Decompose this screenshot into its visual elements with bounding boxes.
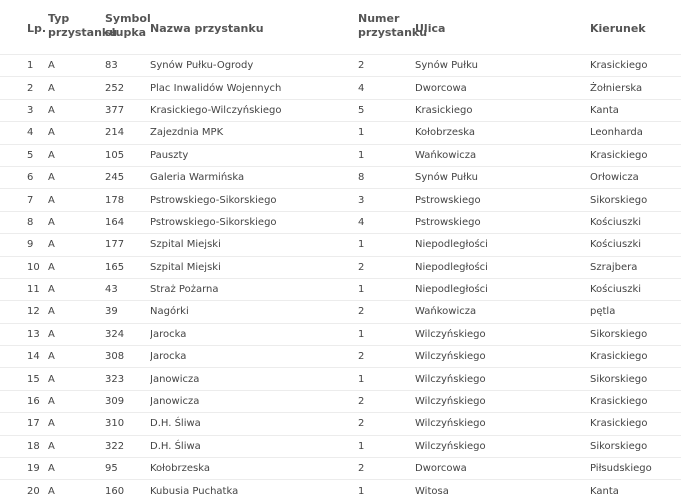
- cell-typ: A: [48, 127, 55, 139]
- cell-nazwa: Szpital Miejski: [150, 239, 221, 251]
- cell-symbol: 309: [105, 396, 125, 408]
- table-body: [0, 55, 681, 502]
- cell-ulica: Synów Pułku: [415, 172, 478, 184]
- cell-symbol: 95: [105, 463, 118, 475]
- cell-numer: 1: [358, 328, 365, 340]
- cell-numer: 1: [358, 284, 365, 296]
- cell-nazwa: Kubusia Puchatka: [150, 485, 239, 497]
- cell-typ: A: [48, 396, 55, 408]
- cell-symbol: 377: [105, 104, 125, 116]
- cell-kierunek: pętla: [590, 306, 616, 318]
- cell-ulica: Kołobrzeska: [415, 127, 475, 139]
- cell-ulica: Pstrowskiego: [415, 216, 481, 228]
- cell-kierunek: Kościuszki: [590, 239, 642, 251]
- cell-lp: 5: [27, 149, 34, 161]
- cell-symbol: 214: [105, 127, 125, 139]
- cell-symbol: 245: [105, 172, 125, 184]
- cell-kierunek: Krasickiego: [590, 149, 648, 161]
- cell-typ: A: [48, 82, 55, 94]
- cell-kierunek: Krasickiego: [590, 418, 648, 430]
- cell-ulica: Dworcowa: [415, 463, 467, 475]
- cell-typ: A: [48, 172, 55, 184]
- cell-lp: 1: [27, 60, 34, 72]
- header-ulica: Ulica: [415, 22, 446, 35]
- cell-numer: 1: [358, 239, 365, 251]
- cell-numer: 1: [358, 149, 365, 161]
- cell-lp: 18: [27, 440, 40, 452]
- cell-typ: A: [48, 194, 55, 206]
- header-symbol: Symbol słupka: [105, 12, 151, 39]
- bus-stops-table: [0, 12, 681, 502]
- cell-numer: 8: [358, 172, 365, 184]
- cell-ulica: Wilczyńskiego: [415, 418, 486, 430]
- cell-kierunek: Kościuszki: [590, 284, 642, 296]
- header-kierunek: Kierunek: [590, 22, 646, 35]
- cell-nazwa: Kołobrzeska: [150, 463, 210, 475]
- cell-lp: 14: [27, 351, 40, 363]
- cell-kierunek: Sikorskiego: [590, 328, 648, 340]
- cell-numer: 2: [358, 418, 365, 430]
- table-header: [0, 12, 681, 55]
- cell-lp: 10: [27, 261, 40, 273]
- table-row: [0, 458, 681, 480]
- cell-nazwa: Pstrowskiego-Sikorskiego: [150, 194, 277, 206]
- cell-ulica: Wańkowicza: [415, 149, 477, 161]
- header-numer: Numer przystanku: [358, 12, 428, 39]
- cell-numer: 4: [358, 82, 365, 94]
- cell-symbol: 323: [105, 373, 125, 385]
- cell-typ: A: [48, 373, 55, 385]
- cell-symbol: 160: [105, 485, 125, 497]
- cell-numer: 4: [358, 216, 365, 228]
- table-row: [0, 301, 681, 323]
- cell-symbol: 177: [105, 239, 125, 251]
- cell-symbol: 164: [105, 216, 125, 228]
- cell-typ: A: [48, 328, 55, 340]
- cell-kierunek: Krasickiego: [590, 60, 648, 72]
- cell-numer: 2: [358, 306, 365, 318]
- cell-symbol: 324: [105, 328, 125, 340]
- cell-typ: A: [48, 104, 55, 116]
- cell-ulica: Wilczyńskiego: [415, 396, 486, 408]
- cell-kierunek: Sikorskiego: [590, 373, 648, 385]
- cell-kierunek: Orłowicza: [590, 172, 639, 184]
- table-row: [0, 77, 681, 99]
- cell-nazwa: Pauszty: [150, 149, 189, 161]
- cell-nazwa: Janowicza: [150, 396, 200, 408]
- table-row: [0, 189, 681, 211]
- cell-lp: 13: [27, 328, 40, 340]
- cell-lp: 16: [27, 396, 40, 408]
- table-row: [0, 346, 681, 368]
- cell-nazwa: Janowicza: [150, 373, 200, 385]
- table-row: [0, 278, 681, 300]
- cell-ulica: Krasickiego: [415, 104, 473, 116]
- cell-nazwa: D.H. Śliwa: [150, 418, 201, 430]
- cell-ulica: Witosa: [415, 485, 449, 497]
- cell-lp: 12: [27, 306, 40, 318]
- cell-nazwa: Jarocka: [150, 328, 187, 340]
- cell-nazwa: Szpital Miejski: [150, 261, 221, 273]
- cell-kierunek: Kanta: [590, 485, 619, 497]
- cell-lp: 6: [27, 172, 34, 184]
- cell-numer: 1: [358, 127, 365, 139]
- cell-kierunek: Piłsudskiego: [590, 463, 652, 475]
- cell-numer: 5: [358, 104, 365, 116]
- cell-typ: A: [48, 149, 55, 161]
- cell-ulica: Wilczyńskiego: [415, 351, 486, 363]
- cell-symbol: 83: [105, 60, 118, 72]
- cell-typ: A: [48, 239, 55, 251]
- cell-numer: 2: [358, 396, 365, 408]
- cell-ulica: Dworcowa: [415, 82, 467, 94]
- cell-lp: 20: [27, 485, 40, 497]
- cell-ulica: Niepodległości: [415, 261, 488, 273]
- cell-nazwa: Krasickiego-Wilczyńskiego: [150, 104, 282, 116]
- cell-numer: 2: [358, 463, 365, 475]
- header-typ: Typ przystanku: [48, 12, 118, 39]
- cell-typ: A: [48, 284, 55, 296]
- cell-lp: 19: [27, 463, 40, 475]
- cell-lp: 11: [27, 284, 40, 296]
- cell-nazwa: Zajezdnia MPK: [150, 127, 224, 139]
- cell-kierunek: Sikorskiego: [590, 194, 648, 206]
- cell-numer: 2: [358, 261, 365, 273]
- cell-nazwa: Pstrowskiego-Sikorskiego: [150, 216, 277, 228]
- cell-ulica: Wańkowicza: [415, 306, 477, 318]
- cell-typ: A: [48, 485, 55, 497]
- table-row: [0, 323, 681, 345]
- cell-kierunek: Sikorskiego: [590, 440, 648, 452]
- table-row: [0, 122, 681, 144]
- cell-ulica: Synów Pułku: [415, 60, 478, 72]
- cell-numer: 2: [358, 60, 365, 72]
- cell-kierunek: Kanta: [590, 104, 619, 116]
- cell-typ: A: [48, 463, 55, 475]
- table-row: [0, 413, 681, 435]
- cell-lp: 2: [27, 82, 34, 94]
- cell-typ: A: [48, 418, 55, 430]
- cell-nazwa: Nagórki: [150, 306, 189, 318]
- cell-lp: 7: [27, 194, 34, 206]
- table-row: [0, 99, 681, 121]
- cell-ulica: Wilczyńskiego: [415, 328, 486, 340]
- table-row: [0, 144, 681, 166]
- table-row: [0, 166, 681, 188]
- header-lp: Lp.: [27, 22, 47, 35]
- cell-lp: 8: [27, 216, 34, 228]
- cell-lp: 4: [27, 127, 34, 139]
- header-row: [0, 12, 681, 55]
- cell-kierunek: Krasickiego: [590, 396, 648, 408]
- cell-kierunek: Krasickiego: [590, 351, 648, 363]
- cell-lp: 17: [27, 418, 40, 430]
- cell-nazwa: Synów Pułku-Ogrody: [150, 60, 254, 72]
- cell-numer: 1: [358, 485, 365, 497]
- cell-nazwa: Jarocka: [150, 351, 187, 363]
- cell-numer: 3: [358, 194, 365, 206]
- cell-kierunek: Kościuszki: [590, 216, 642, 228]
- cell-symbol: 105: [105, 149, 125, 161]
- cell-typ: A: [48, 351, 55, 363]
- cell-kierunek: Żołnierska: [590, 82, 643, 94]
- cell-nazwa: Galeria Warmińska: [150, 172, 245, 184]
- cell-nazwa: Straż Pożarna: [150, 284, 219, 296]
- cell-typ: A: [48, 60, 55, 72]
- cell-symbol: 43: [105, 284, 118, 296]
- cell-symbol: 252: [105, 82, 125, 94]
- cell-lp: 15: [27, 373, 40, 385]
- cell-kierunek: Leonharda: [590, 127, 643, 139]
- cell-ulica: Niepodległości: [415, 239, 488, 251]
- cell-symbol: 310: [105, 418, 125, 430]
- cell-symbol: 322: [105, 440, 125, 452]
- cell-numer: 1: [358, 373, 365, 385]
- cell-typ: A: [48, 306, 55, 318]
- cell-numer: 2: [358, 351, 365, 363]
- table-row: [0, 211, 681, 233]
- table-row: [0, 390, 681, 412]
- cell-typ: A: [48, 261, 55, 273]
- table-row: [0, 480, 681, 502]
- cell-ulica: Pstrowskiego: [415, 194, 481, 206]
- cell-nazwa: D.H. Śliwa: [150, 440, 201, 452]
- table-row: [0, 256, 681, 278]
- table-row: [0, 435, 681, 457]
- cell-ulica: Niepodległości: [415, 284, 488, 296]
- table-row: [0, 55, 681, 77]
- cell-ulica: Wilczyńskiego: [415, 440, 486, 452]
- cell-kierunek: Szrajbera: [590, 261, 638, 273]
- cell-symbol: 165: [105, 261, 125, 273]
- cell-symbol: 39: [105, 306, 118, 318]
- cell-typ: A: [48, 216, 55, 228]
- cell-lp: 9: [27, 239, 34, 251]
- cell-nazwa: Plac Inwalidów Wojennych: [150, 82, 282, 94]
- cell-lp: 3: [27, 104, 34, 116]
- table-row: [0, 368, 681, 390]
- header-nazwa: Nazwa przystanku: [150, 22, 264, 35]
- cell-typ: A: [48, 440, 55, 452]
- cell-symbol: 178: [105, 194, 125, 206]
- cell-symbol: 308: [105, 351, 125, 363]
- cell-numer: 1: [358, 440, 365, 452]
- cell-ulica: Wilczyńskiego: [415, 373, 486, 385]
- table-row: [0, 234, 681, 256]
